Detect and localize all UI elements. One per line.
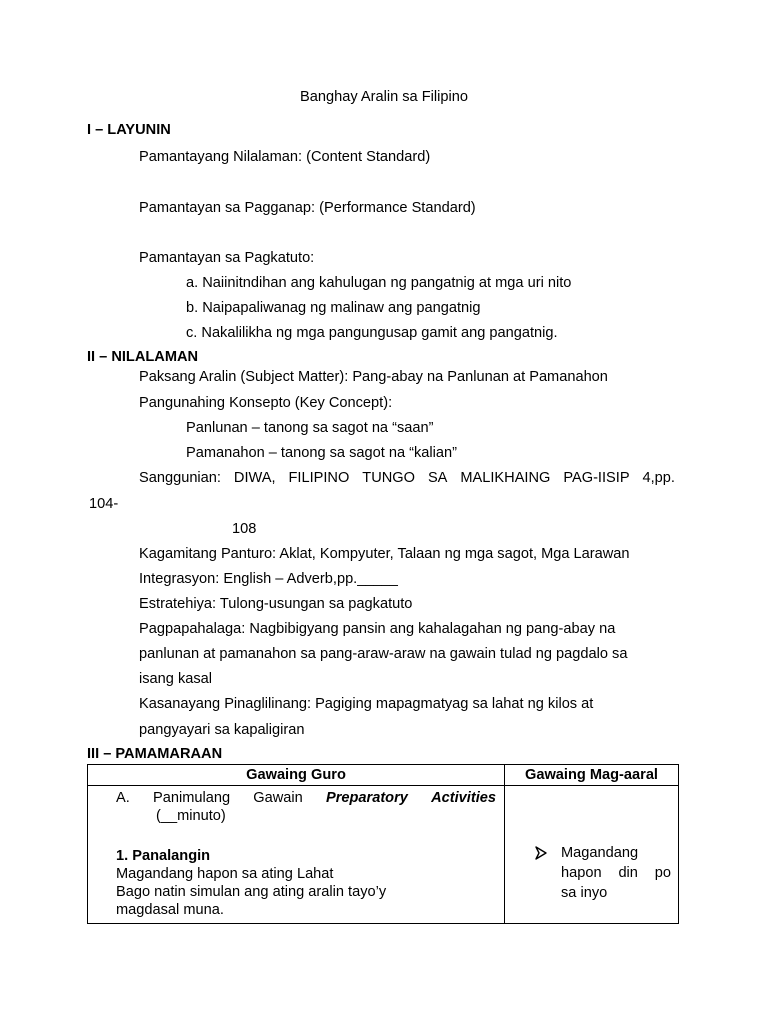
sanggunian-word: 4,pp.: [642, 470, 675, 486]
document-title: Banghay Aralin sa Filipino: [300, 89, 468, 105]
student-activity-cell: [505, 786, 679, 924]
sanggunian-word: PAG-IISIP: [563, 470, 630, 486]
subject-matter: Paksang Aralin (Subject Matter): Pang-abay na Panlunan at Pamanahon: [139, 369, 608, 385]
table-header-row: [88, 765, 679, 786]
estratehiya: Estratehiya: Tulong-usungan sa pagkatuto: [139, 596, 413, 612]
objective-b: b. Naipapaliwanag ng malinaw ang pangatnig: [186, 300, 481, 316]
sanggunian-word: TUNGO: [362, 470, 415, 486]
sanggunian-continuation-2: 108: [232, 521, 257, 537]
item-letter: A.: [116, 790, 130, 806]
teacher-activity-cell: [88, 786, 505, 924]
teacher-line-1: Magandang hapon sa ating Lahat: [116, 866, 334, 882]
teacher-line-2: Bago natin simulan ang ating aralin tayo’y: [116, 884, 387, 900]
performance-standard: Pamantayan sa Pagganap: (Performance Standard): [139, 200, 476, 216]
section-3-heading: III – PAMAMARAAN: [87, 746, 223, 762]
table-row: [88, 786, 679, 924]
item-emphasis: Activities: [431, 790, 496, 806]
learning-standard: Pamantayan sa Pagkatuto:: [139, 250, 315, 266]
pamanahon-definition: Pamanahon – tanong sa sagot na “kalian”: [186, 445, 457, 461]
arrowhead-bullet-icon: [535, 846, 547, 860]
student-word: po: [654, 865, 671, 881]
objective-a: a. Naiinitndihan ang kahulugan ng pangatnig at mga uri nito: [186, 275, 572, 291]
teacher-activity-header: Gawaing Guro: [88, 765, 505, 786]
item-word: Gawain: [253, 790, 303, 806]
sanggunian-word: FILIPINO: [288, 470, 350, 486]
sanggunian-continuation-1: 104-: [89, 496, 119, 512]
panalangin-heading: 1. Panalangin: [116, 848, 211, 864]
section-2-heading: II – NILALAMAN: [87, 349, 199, 365]
teacher-line-3: magdasal muna.: [116, 902, 224, 918]
student-activity-header: Gawaing Mag-aaral: [505, 765, 679, 786]
content-standard: Pamantayang Nilalaman: (Content Standard): [139, 149, 431, 165]
item-emphasis: Preparatory: [325, 790, 408, 806]
student-line-3: sa inyo: [561, 885, 608, 901]
pagpapahalaga-line-2: panlunan at pamanahon sa pang-araw-araw na gawain tulad ng pagdalo sa: [139, 646, 628, 662]
preparatory-activities-line: [116, 789, 496, 807]
student-line-2: [561, 864, 671, 882]
section-1-heading: I – LAYUNIN: [87, 122, 171, 138]
student-line-1: Magandang: [561, 845, 639, 861]
student-word: din: [618, 865, 638, 881]
sanggunian-word: SA: [427, 470, 448, 486]
sanggunian-word: DIWA,: [233, 470, 276, 486]
item-word: Panimulang: [153, 790, 231, 806]
sanggunian-word: Sanggunian:: [139, 470, 221, 486]
minutes-placeholder: (__minuto): [156, 808, 226, 824]
pagpapahalaga-line-1: Pagpapahalaga: Nagbibigyang pansin ang kahalagahan ng pang-abay na: [139, 621, 616, 637]
student-word: hapon: [561, 865, 602, 881]
sanggunian-line: [139, 469, 675, 487]
objective-c: c. Nakalilikha ng mga pangungusap gamit ang pangatnig.: [186, 325, 558, 341]
kasanayan-line-2: pangyayari sa kapaligiran: [139, 722, 305, 738]
integrasyon: Integrasyon: English – Adverb,pp._____: [139, 571, 398, 587]
procedure-table: [87, 764, 679, 924]
kagamitang-panturo: Kagamitang Panturo: Aklat, Kompyuter, Talaan ng mga sagot, Mga Larawan: [139, 546, 630, 562]
panlunan-definition: Panlunan – tanong sa sagot na “saan”: [186, 420, 434, 436]
pagpapahalaga-line-3: isang kasal: [139, 671, 213, 687]
sanggunian-word: MALIKHAING: [460, 470, 551, 486]
kasanayan-line-1: Kasanayang Pinaglilinang: Pagiging mapagmatyag sa lahat ng kilos at: [139, 696, 594, 712]
key-concept: Pangunahing Konsepto (Key Concept):: [139, 395, 393, 411]
